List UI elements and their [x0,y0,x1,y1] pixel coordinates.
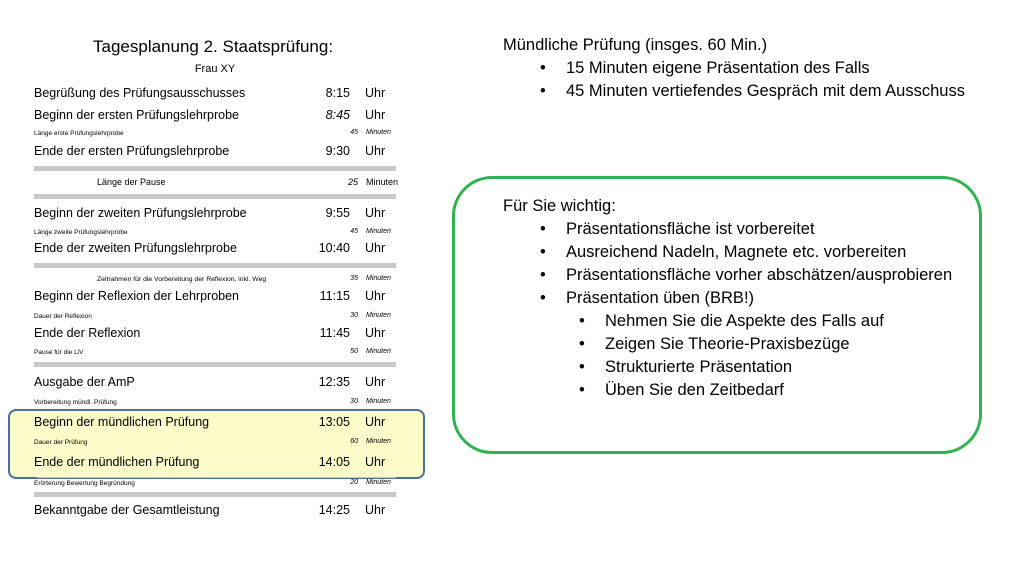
separator-bar [34,166,396,171]
list-item: • Präsentationsfläche ist vorbereitet [566,218,973,241]
row-label: Dauer der Prüfung [34,439,88,446]
separator-bar [34,263,396,268]
schedule-subtitle: Frau XY [194,63,236,75]
row-value: 35 [350,275,358,282]
row-label: Ende der Reflexion [34,326,141,340]
sublist-item: • Zeigen Sie Theorie-Praxisbezüge [605,333,973,356]
row-label: Ende der ersten Prüfungslehrprobe [34,144,230,158]
row-label: Dauer der Reflexion [34,313,92,320]
schedule-title: Tagesplanung 2. Staatsprüfung: [93,37,334,56]
row-value: 14:05 [318,455,350,469]
list-item-text: Präsentation üben (BRB!) [566,289,755,307]
row-label: Begrüßung des Prüfungsausschusses [34,86,246,100]
row-unit: Minuten [366,177,399,187]
row-value: 11:45 [319,326,350,340]
row-value: 45 [350,228,358,235]
row-value: 9:55 [325,206,350,220]
row-label: Länge erste Prüfungslehrprobe [34,130,124,137]
row-value: 8:15 [325,86,350,100]
row-unit: Uhr [365,241,386,255]
row-value: 60 [350,438,358,445]
row-unit: Uhr [365,108,386,122]
row-label: Beginn der zweiten Prüfungslehrprobe [34,206,247,220]
row-unit: Uhr [365,326,386,340]
row-unit: Minuten [366,479,391,486]
row-label: Pause für die LiV [34,349,84,356]
row-value: 45 [350,129,358,136]
row-label: Ende der zweiten Prüfungslehrprobe [34,241,237,255]
important-sublist [566,310,973,402]
important-heading: Für Sie wichtig: [503,197,616,215]
row-label: Zeitrahmen für die Vorbereitung der Reflexion, inkl. Weg [97,276,267,283]
row-unit: Minuten [366,275,391,282]
row-label: Ausgabe der AmP [34,375,135,389]
separator-bar [34,492,396,497]
row-label: Länge zweite Prüfungslehrprobe [34,229,128,236]
row-label: Beginn der mündlichen Prüfung [34,415,210,429]
row-label: Länge der Pause [97,177,166,187]
row-value: 50 [350,348,358,355]
row-unit: Uhr [365,415,386,429]
row-value: 30 [350,312,358,319]
oral-exam-section [503,34,973,103]
row-unit: Uhr [365,289,386,303]
important-list [503,218,973,402]
important-section [503,195,973,402]
row-value: 11:15 [319,289,350,303]
row-label: Erörterung Bewertung Begründung [34,480,135,487]
row-label: Beginn der Reflexion der Lehrproben [34,289,239,303]
sublist-item: • Strukturierte Präsentation [605,356,973,379]
row-value: 25 [347,177,358,187]
row-label: Ende der mündlichen Prüfung [34,455,200,469]
row-value: 10:40 [318,241,350,255]
row-value: 14:25 [318,503,350,517]
row-unit: Uhr [365,206,386,220]
list-item: • Präsentationsfläche vorher abschätzen/ausprobieren [566,264,973,287]
separator-bar [34,194,396,199]
row-label: Beginn der ersten Prüfungslehrprobe [34,108,239,122]
separator-bar [34,362,396,367]
row-unit: Minuten [366,228,391,235]
list-item: • 15 Minuten eigene Präsentation des Falls [566,57,973,80]
row-label: Vorbereitung mündl. Prüfung [34,399,117,406]
row-unit: Uhr [365,144,386,158]
list-item: • Ausreichend Nadeln, Magnete etc. vorbereiten [566,241,973,264]
row-value: 30 [350,398,358,405]
row-value: 8:45 [325,108,350,122]
row-unit: Uhr [365,455,386,469]
sublist-item: • Üben Sie den Zeitbedarf [605,379,973,402]
row-value: 13:05 [318,415,350,429]
row-unit: Uhr [365,86,386,100]
row-label: Bekanntgabe der Gesamtleistung [34,503,220,517]
row-value: 12:35 [318,375,350,389]
row-unit: Minuten [366,129,391,136]
row-unit: Minuten [366,398,391,405]
row-unit: Uhr [365,503,386,517]
row-value: 9:30 [325,144,350,158]
row-unit: Minuten [366,438,391,445]
list-item [566,287,973,402]
sublist-item: • Nehmen Sie die Aspekte des Falls auf [605,310,973,333]
divider-line [37,477,396,478]
row-unit: Minuten [366,348,391,355]
row-value: 20 [350,479,358,486]
oral-exam-heading: Mündliche Prüfung (insges. 60 Min.) [503,36,768,54]
row-unit: Minuten [366,312,391,319]
oral-exam-list [503,57,973,103]
day-schedule [30,0,400,576]
list-item: • 45 Minuten vertiefendes Gespräch mit dem Ausschuss [566,80,973,103]
row-unit: Uhr [365,375,386,389]
